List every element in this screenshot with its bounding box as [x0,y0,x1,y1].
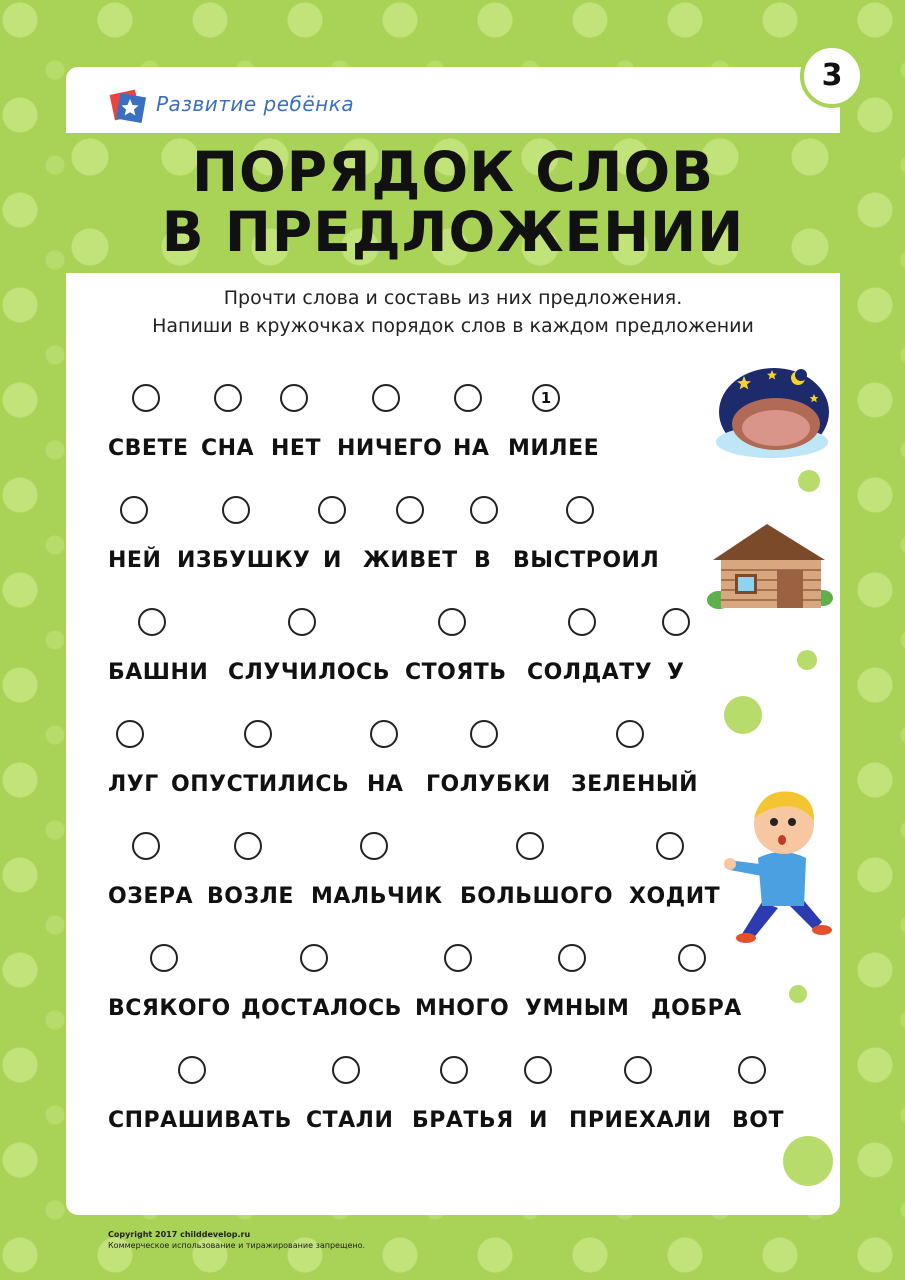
word: УМНЫМ [525,996,630,1021]
answer-circle[interactable] [656,832,684,860]
word: ДОБРА [651,996,742,1021]
answer-circle[interactable] [244,720,272,748]
word: СВЕТЕ [108,436,189,461]
word: НА [367,772,404,797]
title-line-2: В ПРЕДЛОЖЕНИИ [161,200,745,264]
word: ОЗЕРА [108,884,194,909]
word: ЖИВЕТ [363,548,458,573]
word: СОЛДАТУ [527,660,653,685]
word: МНОГО [415,996,510,1021]
word: МИЛЕЕ [508,436,600,461]
walking-boy-icon [722,784,834,948]
answer-circle[interactable] [280,384,308,412]
answer-circle[interactable] [568,608,596,636]
answer-circle[interactable] [178,1056,206,1084]
answer-circle[interactable] [566,496,594,524]
answer-circle[interactable] [116,720,144,748]
exercise-row [108,832,721,912]
exercise-row [108,608,708,688]
answer-circle[interactable] [738,1056,766,1084]
answer-circle[interactable] [370,720,398,748]
instructions-line-1: Прочти слова и составь из них предложения. [223,287,683,309]
answer-circle[interactable] [454,384,482,412]
sleeping-hedgehog-icon [714,360,830,460]
decorative-dot [789,985,807,1003]
word: ЛУГ [108,772,159,797]
decorative-dot [798,470,820,492]
exercise-row [108,496,708,576]
answer-circle[interactable] [470,496,498,524]
word: ВЫСТРОИЛ [513,548,660,573]
decorative-dot [783,1136,833,1186]
answer-circle[interactable] [150,944,178,972]
word: ИЗБУШКУ [177,548,311,573]
answer-circle[interactable] [360,832,388,860]
answer-circle[interactable] [558,944,586,972]
decorative-dot [797,650,817,670]
answer-circle[interactable] [288,608,316,636]
word: БОЛЬШОГО [460,884,614,909]
word: ВОЗЛЕ [207,884,294,909]
answer-circle[interactable] [300,944,328,972]
word: ГОЛУБКИ [426,772,551,797]
answer-circle[interactable] [444,944,472,972]
copyright-line-2: Коммерческое использование и тиражирование запрещено. [108,1241,366,1250]
log-house-icon [705,520,833,612]
word: ОПУСТИЛИСЬ [171,772,350,797]
answer-circle[interactable] [132,384,160,412]
word: И [323,548,342,573]
brand-name: Развитие ребёнка [156,92,355,116]
answer-circle[interactable] [332,1056,360,1084]
answer-circle[interactable] [440,1056,468,1084]
word: ЗЕЛЕНЫЙ [571,772,699,797]
answer-circle[interactable] [516,832,544,860]
answer-circle[interactable] [616,720,644,748]
word: ХОДИТ [629,884,721,909]
answer-circle[interactable] [396,496,424,524]
copyright [108,1229,365,1251]
word: ПРИЕХАЛИ [569,1108,712,1133]
answer-circle[interactable] [438,608,466,636]
word: У [667,660,685,685]
answer-circle[interactable] [662,608,690,636]
word: БАШНИ [108,660,209,685]
copyright-line-1: Copyright 2017 childdevelop.ru [108,1230,251,1239]
answer-circle[interactable]: 1 [532,384,560,412]
instructions-line-2: Напиши в кружочках порядок слов в каждом предложении [152,315,754,337]
word: БРАТЬЯ [412,1108,514,1133]
answer-circle[interactable] [372,384,400,412]
answer-circle[interactable] [624,1056,652,1084]
word: В [474,548,492,573]
decorative-dot [724,696,762,734]
word: НИЧЕГО [337,436,443,461]
exercise-row [108,944,742,1024]
answer-circle[interactable] [214,384,242,412]
word: СНА [201,436,255,461]
word: НЕТ [271,436,321,461]
word: НА [453,436,490,461]
word: СТОЯТЬ [405,660,507,685]
word: МАЛЬЧИК [311,884,443,909]
word: ВСЯКОГО [108,996,231,1021]
answer-circle[interactable] [120,496,148,524]
answer-circle[interactable] [470,720,498,748]
word: ДОСТАЛОСЬ [241,996,402,1021]
brand-logo-icon [108,86,148,126]
answer-circle[interactable] [234,832,262,860]
page-title [66,142,840,262]
word: СПРАШИВАТЬ [108,1108,292,1133]
answer-circle[interactable] [524,1056,552,1084]
word: СЛУЧИЛОСЬ [228,660,390,685]
answer-circle[interactable] [318,496,346,524]
instructions [66,284,840,340]
answer-circle[interactable] [132,832,160,860]
exercise-row [108,1056,808,1136]
word: СТАЛИ [306,1108,394,1133]
word: И [529,1108,548,1133]
exercise-row [108,720,708,800]
word: НЕЙ [108,548,162,573]
answer-circle[interactable] [222,496,250,524]
answer-circle[interactable] [678,944,706,972]
title-line-1: ПОРЯДОК СЛОВ [191,140,714,204]
answer-circle[interactable] [138,608,166,636]
exercise-row [108,384,708,464]
word: ВОТ [732,1108,784,1133]
page-number-badge: 3 [800,44,864,108]
